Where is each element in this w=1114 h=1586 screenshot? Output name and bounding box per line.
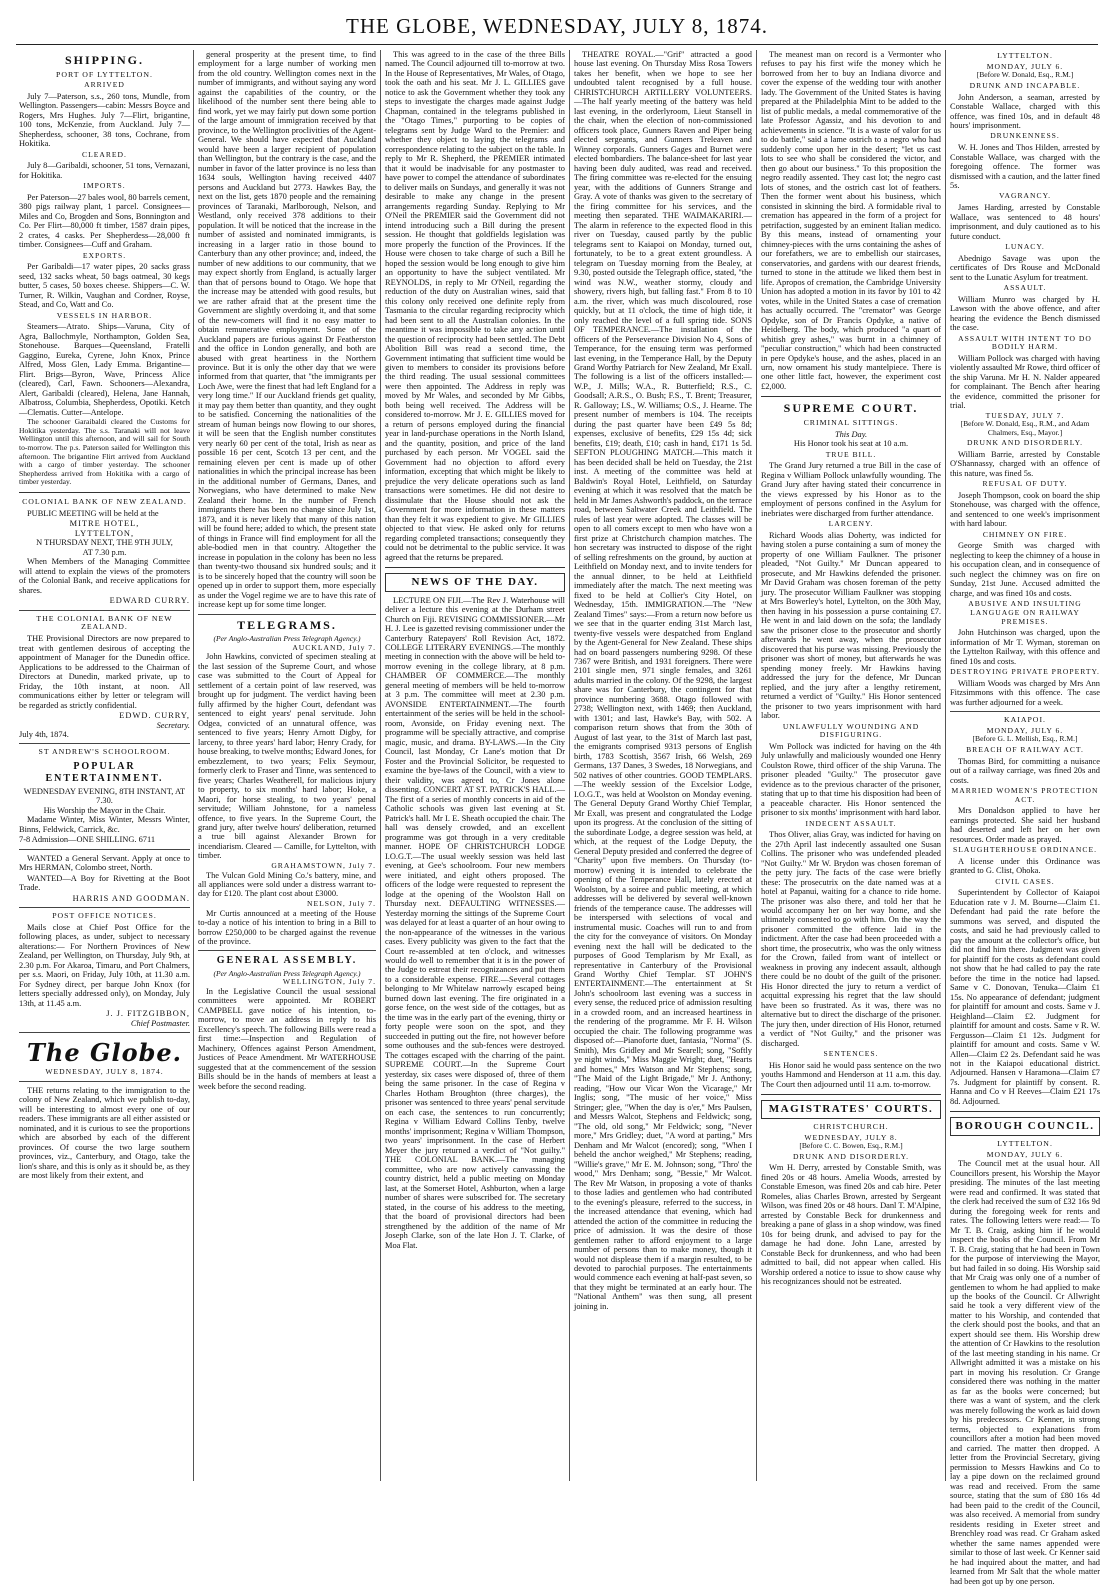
divider: [19, 492, 190, 493]
magistrates-before: [Before C. C. Bowen, Esq., R.M.]: [799, 1141, 903, 1151]
drunk-heading: DRUNK AND DISORDERLY.: [792, 1151, 910, 1161]
chair-text: His Worship the Mayor in the Chair.: [43, 805, 166, 815]
evening-time: WEDNESDAY EVENING, 8TH INSTANT, AT 7.30.: [23, 786, 186, 806]
shipping-heading: SHIPPING.: [64, 53, 144, 67]
lyttelton-before: [Before W. Donald, Esq., R.M.]: [976, 70, 1074, 80]
divider: [761, 1094, 941, 1095]
lyttelton-date: MONDAY, JULY 6.: [986, 61, 1064, 71]
wellington-dateline: WELLINGTON, July 7.: [282, 977, 376, 987]
general-assembly-heading: GENERAL ASSEMBLY.: [216, 955, 358, 967]
assault-text: William Munro was charged by H. Lawson with the above offence, and after hearing the evidence the Bench dismissed the case.: [950, 294, 1100, 333]
wellington-text: In the Legislative Council the usual sessional committees were appointed. Mr ROBERT CAMPBELL gave notice of his intention, to-morrow, to move an address in reply to his Excellency's speech. The following Bills were read a first time:—Inspection and Regulation of Machinery, Offences against Person Amendment, Justices of Peace Amendment. Mr WATERHOUSE suggested that at the commencement of the session Bills should be in the hands of members at least a week before the second reading.: [198, 986, 376, 1091]
column-3: [385, 50, 565, 1481]
editorial-lead: THE returns relating to the immigration to the colony of New Zealand, which we publish to-day, will be interesting to almost every one of our readers. These immigrants are all either assisted or nominated, and it is curious to see the proportions which are absorbed by each of the different provinces. Of course the two large southern provinces, viz., Canterbury, and Otago, take the lion's share, and this is only as it should be, as they are most likely from their extent, and: [19, 1086, 190, 1181]
colonial-bank-heading: COLONIAL BANK OF NEW ZEALAND.: [22, 496, 187, 506]
exports-heading: EXPORTS.: [82, 250, 127, 260]
admission-text: 7-8 Admission—ONE SHILLING. 6711: [19, 835, 156, 845]
column-divider: [945, 50, 946, 1481]
column-4: [574, 50, 752, 1481]
assembly-continued: This was agreed to in the case of the three Bills named. The Council adjourned till to-morrow at two. In the House of Representatives, Mr Wales, of Otago, took the oath and his seat. Mr J. L. GILLIES gave notice to ask the Government whether they took any steps to investigate the charges made against Judge Chapman, contained in the telegrams published in the "Otago Times," purporting to be copies of telegrams sent by Judge Ward to the Premier: and whether they object to laying the telegrams and correspondence relating to the subject on the table. In reply to Mr R. Shepherd, the PREMIER intimated that it would be inadvisable for any postmaster to have power to compel the attendance of subordinates to deliver mails on Sundays, and generally it was not desirable to make any change in the present arrangements regarding Sunday. Replying to Mr O'Neil the PREMIER said the Government did not intend introducing such a Bill during the present session. He thought that goldfields legislation was more properly the function of the Provinces. If the House were chosen to take charge of such a Bill he hoped the session would be long enough to give him an opportunity to have the subject ventilated. Mr REYNOLDS, in reply to Mr O'Neil, regarding the reduction of the duty on Australian wines, said that this colony only received one definite reply from Tasmania to the circular regarding reciprocity which had been sent to all the Australian colonies. In the meantime it was impossible to take any action until the question of reciprocity had been settled. The Debt Abolition Bill was read a second time, the Government intimating that sufficient time would be given to members to consider its provisions before the third reading. The usual sessional committees were then appointed. The Address in reply was moved by Mr Wales, and seconded by Mr Gibbs, both being well received. The Address will be considered to-morrow. Mr J. E. GILLIES moved for a return of persons employed during the financial year in land-purchase operations in the North Island, and the quantity, position, and price of the land purchased by each person. Mr VOGEL said the Government had no objection to afford every information, excepting that which might be likely to prejudice the very delicate operations such as land transactions were sometimes. He did not desire to dissimulate that the House should not ask the Government for more information in these matters than they felt it was expedient to give. Mr GILLIES objected to that view. He asked only for returns regarding completed transactions; consequently they could not be detrimental to the public service. It was agreed that the returns be prepared.: [385, 50, 565, 562]
vagrancy-heading: VAGRANCY.: [999, 191, 1051, 201]
civil-heading: CIVIL CASES.: [995, 876, 1055, 886]
honor-seat: His Honor took his seat at 10 a.m.: [793, 439, 909, 449]
breach-heading: BREACH OF RAILWAY ACT.: [966, 745, 1084, 755]
exports-text: Per Garibaldi—17 water pipes, 20 sacks grass seed, 132 sacks wheat, 50 bags oatmeal, 30 kegs butter, 5 cases, 50 boxes cheese. Shippers—C. W. Turner, R. Wilkin, Vaughan and Cordner, Royse, Stead, and Co, Watt and Co.: [19, 262, 190, 310]
column-6: [950, 50, 1101, 1586]
divider: [950, 1111, 1100, 1112]
assault-heading: INDECENT ASSAULT.: [805, 818, 897, 828]
popular-entertainment: POPULAR ENTERTAINMENT.: [45, 761, 164, 784]
slaughter-text: A license under this Ordinance was granted to G. Clist, Ohoka.: [950, 856, 1100, 876]
bc-lyttelton: LYTTELTON.: [997, 1138, 1053, 1148]
drunkenness-heading: DRUNKENNESS.: [990, 131, 1060, 141]
auckland-text: John Hawkins, convicted of specimen stealing at the last session of the Supreme Court, and whose case was submitted to the Court of Appeal for settlement of a certain point of law reserved, was brought up for judgment. The verdict having been fully affirmed by the higher Court, defendant was sentenced to eight years' penal servitude. John Odgea, convicted of an unnatural offence, was sentenced to five years; Henry Arnott Digby, for larceny, to three years' hard labor; Henry Crady, for house breaking, to twelve months; Edward Jones, for embezzlement, to two years; Felix Seymour, formerly clerk to Fraser and Tinne, was sentenced to five years; Charles Weatherell, for malicious injury to property, to six months' hard labor; Hoke, a Maori, for horse stealing, to two years' penal servitude; William Johnstone, for a nameless offence, to five years. In the Supreme Court, the grand jury, after twelve hours' deliberation, returned a true bill against Alexander Brown for incendiarism. Cleared — Camille, for Lyttelton, with timber.: [198, 652, 376, 861]
lunacy-heading: LUNACY.: [1005, 241, 1045, 251]
column-1: [19, 50, 190, 1481]
refusal-heading: REFUSAL OF DUTY.: [982, 479, 1068, 489]
drunk-disorderly-text: William Barrie, arrested by Constable O'Shannassy, charged with an offence of this nature, was fined 5s.: [950, 449, 1100, 478]
civil-text: Superintendent by Collector of Kaiapoi Education rate v J. M. Bourne—Claim £1. Defendant had paid the rate before the summons was served, and disputed the costs, and said he had previously called to pay the amount at the collector's office, but did not find him there. Judgment was given for plaintiff for the costs as defendant could not show that he had called to pay the rate before the time in the notice had lapsed. Same v C. Donovan, Tenuka—Claim £1 15s. No appearance of defendant; judgment for plaintiff for amount and costs. Same v J. Heighland—Claim £2. Judgment for plaintiff for amount and costs. Same v R. W. Fergusson—Claim £1 12s. Judgment for plaintiff for amount and costs. Same v W. Allen—Claim £2 2s. Defendant said he was not in the Kaiapoi educational district. Adjourned. Hansen v Haramona—Claim £7 7s. Judgment for plaintiff by consent. R. Hanna and Co v H Reeves—Claim £21 17s 8d. Adjourned.: [950, 888, 1100, 1106]
sentences-heading: SENTENCES.: [823, 1049, 879, 1059]
divider: [19, 849, 190, 850]
intent-heading: ASSAULT WITH INTENT TO DO BODILY HARM.: [958, 333, 1092, 352]
divider: [19, 1032, 190, 1033]
larceny-text: Richard Woods alias Doherty, was indicted for having stolen a purse containing a sum of money the property of one William Faulkner. The prisoner pleaded, "Not Guilty." Mr Duncan appeared to prosecute, and Mr Hawkins defended the prisoner. Mr David Graham was chosen foreman of the petty jury. The prosecutor William Faulkner was stopping at Mrs Bowerley's hotel, Lyttelton, on the 30th May, then having in his possession a purse containing £7. He went in and laid down on the sofa; the landlady saw the prisoner close to the prosecutor and shortly afterwards he went away, when the prosecutor discovered that his purse was missing. Previously the prisoner was short of money, but afterwards he was spending money freely. Mr Hawkins having addressed the jury for the defence, Mr Duncan replied, and the jury after a lengthy retirement, returned a verdict of "Guilty." His Honor sentenced the prisoner to two years imprisonment with hard labor.: [761, 530, 941, 721]
vessels-text: Steamers—Atrato. Ships—Varuna, City of Agra, Ballochmyle, Northampton, Golden Sea, Stonehouse. Barques—Queensland, Fratelli Gaggino, Eureka, Cyrene, John Knox, Prince Alfred, Moss Glen, Lady Emma. Brigantine—Flirt. Brigs—Byron, Wave, Princess Alice (cleared), Carl, Fawn. Schooners—Alexandra, Alert, Garibaldi (cleared), Helena, Jane Hannah, Albatross, Columbia, Shepherdess, Opotiki. Ketch—Clematis. Cutter—Antelope.: [19, 322, 190, 417]
tuesday-date: TUESDAY, JULY 7.: [985, 410, 1065, 420]
telegram-agency: (Per Anglo-Australian Press Telegraph Agency.): [213, 634, 361, 644]
column-divider: [569, 50, 570, 1481]
grahamstown-dateline: GRAHAMSTOWN, July 7.: [271, 860, 376, 870]
married-heading: MARRIED WOMEN'S PROTECTION ACT.: [951, 786, 1099, 804]
curry-signature: EDWARD CURRY.: [109, 596, 190, 606]
divider: [19, 610, 190, 611]
time-text: AT 7.30 p.m.: [82, 547, 127, 557]
arrived-text: July 7—Paterson, s.s., 260 tons, Mundle, from Wellington. Passengers—cabin: Messrs Boyce and Rogers, Mrs Hughes. July 7—Flirt, brigantine, 100 tons, McKenzie, from Auckland. July 7—Shepherdess, schooner, 38 tons, Cochrane, from Hokitika.: [19, 91, 190, 149]
thursday-text: N THURSDAY NEXT, THE 9TH JULY,: [36, 538, 173, 548]
auckland-dateline: AUCKLAND, July 7.: [292, 642, 376, 652]
magistrates-date: WEDNESDAY, JULY 8.: [804, 1132, 898, 1142]
magistrates-heading: MAGISTRATES' COURTS.: [761, 1100, 941, 1118]
lunacy-text: Abednigo Savage was upon the certificates of Drs Rouse and McDonald sent to the Lunatic Asylum for treatment.: [950, 253, 1100, 282]
fitzgibbon-signature: J. J. FITZGIBBON,: [106, 1009, 190, 1019]
divider: [19, 907, 190, 908]
true-bill-heading: TRUE BILL.: [825, 449, 877, 459]
criminal-sittings: CRIMINAL SITTINGS.: [803, 417, 899, 427]
chimney-heading: CHIMNEY ON FIRE.: [982, 529, 1068, 539]
edwd-curry: EDWD. CURRY,: [119, 711, 190, 721]
postmaster-title: Chief Postmaster.: [130, 1018, 190, 1028]
news-continued: THEATRE ROYAL.—"Grif" attracted a good house last evening. On Thursday Miss Rosa Towers takes her benefit, when we hope to see her undoubted talent recognised by a full house. CHRISTCHURCH ARTILLERY VOLUNTEERS.—The half yearly meeting of the battery was held last evening, in the orderlyroom, Lieut Stansell in the chair, when the election of non-commissioned officers took place, Gunners Raven and Piper being elected sergeants, and Gunners Treleaven and Winney corporals. Gunners Gages and Burnet were elected bombardiers. The balance-sheet for last year having been duly audited, was read and received. The firing committee was re-elected for the ensuing year, with the additions of Gunners Strange and Gray. A vote of thanks was given to the secretary of the firing committee for his services, and the meeting then separated. THE WAIMAKARIRI.—The alarm in reference to the expected flood in this river on Tuesday, caused partly by the public telegrams sent to Kaiapoi on Monday, turned out, fortunately, to be to a great extent groundless. A telegram on Tuesday morning from the Bealey, at 9.30, posted outside the Telegraph office, stated, "the wind was N.W., weather stormy, cloudy and showery, rivers high, but falling fast." From 8 to 10 a.m. the river, which was much discoloured, rose quickly, but at 11 o'clock, the time of high tide, it only reached the level of a full spring tide. SONS OF TEMPERANCE.—The installation of the officers of the Perseverance Division No 4, Sons of Temperance, for the ensuing term was performed last evening, in the Temperance Hall, by the Deputy Grand Worthy Patriarch for New Zealand, Mr Exall. The following is a list of the officers installed:—W.P., J. Mills; W.A., R. Butterfield; R.S., C. Goodsall; A.R.S., O. Bush; F.S., T. Brent; Treasurer, R. Galloway; I.S., W. Williams; O.S., J. Hearne. The present number of members is 104. The receipts during the past quarter have been £49 5s 8d; expenses, exclusive of benefits, £29 15s 4d; sick benefits, £19; death, £10; cash in hand, £171 1s 5d. SEFTON PLOUGHING MATCH.—This match it has been decided shall be held on Tuesday, the 21st inst. A meeting of the committee was held at Baldwin's Royal Hotel, Leithfield, on Saturday evening at which it was resolved that the match be held in Mr James Ashworth's paddock, on the terrace road, between Saltwater Creek and Leithfield. The rules of last year were adopted. The classes will be open to all comers except to men who have won a first prize at Christchurch champion matches. The hon secretary was instructed to dispose of the right of selling refreshments on the ground, by auction at Leithfield on Monday next, and to invite tenders for the annual dinner, to be held at Leithfield immediately after the match. The next meeting was fixed to be held at Collier's City Hotel, on Wednesday, 15th. IMMIGRATION.—The "New Zealand Times" says:—From a return now before us we see that in the quarter ending 31st March last, twenty-five vessels were despatched from England by the Agent-General for New Zealand. These ships had on board passengers numbering 9298. Of these 7367 were British, and 1931 foreigners. There were 2101 single men, 971 single females, and 3261 adults married in the colony. Of the 9298, the largest share was for Canterbury, the contingent for that province numbering 3688. Otago followed with 2738; Wellington next, with 1469; then Auckland, with 1301; and last, Hawke's Bay, with 502. A comparison return shows that from the 30th of August of last year, to the 31st of March last past, the emigrants comprised 9313 persons of English birth, 1783 Scottish, 3567 Irish, 66 Welsh, 269 Germans, 137 Danes, 3 Swedes, 18 Norwegians, and 502 natives of other countries. GOOD TEMPLARS.—The weekly session of the Excelsior Lodge, I.O.G.T., was held at Woolston on Monday evening. The General Deputy Grand Worthy Chief Templar, Mr Exall, was present and congratulated the Lodge upon its progress. At the conclusion of the sitting of the subordinate Lodge, a degree session was held, at which, at the request of the Lodge Deputy, the General Deputy presided and conferred the degree of "Charity" upon five members. On Thursday (to-morrow) evening it is intended to celebrate the opening of the Temperance Hall, lately erected at Woolston, by a soiree and public meeting, at which addresses will be delivered by several well-known friends of the temperance cause. The addresses will be interspersed with selections of vocal and instrumental music. Coaches will run to and from the city for the conveyance of visitors. On Monday evening next the hall will be dedicated to the purposes of Good Templarism by Mr Exall, as representative in Canterbury of the Provisional Grand Worthy Chief Templar. ST JOHN'S ENTERTAINMENT.—The entertainment at St John's schoolroom last evening was a success in every sense, the reduced price of admission resulting in a crowded room, and an increased heartiness in the rendering of the programme. Mr F. H. Wilson occupied the chair. The following programme was disposed of:—Pianoforte duet, fantasia, "Norma" (S. Smith), Mrs Gridley and Mr Searell; song, "Softly ye night winds," Miss Maggie Wright; duet, "Hearts and homes," Mrs Watson and Mr Stephens; song, "The Maid of the Light Brigade," Mr J. Anthony; reading, "How our Vicar Won the Vicarage," Mr Inglis; song, "The music of her voice," Miss Stringer; glee, "When the day is o'er," Mrs Paulsen, and Messrs Walcot, Stephens and Feldwick; song, "The old, old song," Mr Feldwick; song, "Never more," Mrs Gridley; duet, "A word at parting," Mrs Denham and Mr Walcot (encored); song, "When I beheld the anchor weighed," Mr Stephens; reading, "Willie's grave," Mr E. M. Johnson; song, "Thro' the wood," Mrs Denham; song, "Bessie," Mr Walcot. The Rev Mr Watson, in proposing a vote of thanks to those ladies and gentlemen who had contributed to the evening's pleasure, referred to the success, in the increased attendance that evening, which had attended the action of the committee in reducing the price of admission. It was the desire of those gentlemen rather to afford enjoyment to a large number of persons than to make money, though it would not displease them if a margin resulted, to be devoted to parochial purposes. The entertainments would commence each evening at half-past seven, so that they might be terminated at an early hour. The "National Anthem" was then sung, all present joining in.: [574, 50, 752, 1311]
port-heading: PORT OF LYTTELTON.: [56, 69, 153, 79]
kaiapoi-before: [Before G. L. Mellish, Esq., R.M.]: [972, 734, 1078, 744]
divider: [19, 1081, 190, 1082]
meeting-text: PUBLIC MEETING will be held at the: [27, 508, 159, 518]
divider: [950, 711, 1100, 712]
refusal-text: Joseph Thompson, cook on board the ship Stonehouse, was charged with the offence, and sentenced to one week's imprisonment with hard labour.: [950, 490, 1100, 529]
column-5: [761, 50, 941, 1481]
assembly-agency: (Per Anglo-Australian Press Telegraph Agency.): [213, 968, 361, 978]
wanted-servant: WANTED a General Servant. Apply at once to Mrs HERMAN, Colombo street, North.: [19, 853, 190, 873]
provisional-text: THE Provisional Directors are now prepared to treat with gentlemen desirous of accepting the appointment of Manager for the Dunedin office. Applications to be addressed to the Chairman of Directors at Dunedin, marked private, up to Friday, the 10th instant, at noon. All communications either by letter or telegram will be regarded as strictly confidential.: [19, 634, 190, 710]
shipping-notes: The schooner Garaibaldi cleared the Customs for Hokitika yesterday. The s.s. Taranaki will not leave Wellington until this afternoon, and will sail for South to-morrow. The p.s. Paterson sailed for Wellington this afternoon. The brigantine Flirt arrived from Auckland with a cargo of timber yesterday. The schooner Shepherdess arrived from Hokitika with a cargo of timber yesterday.: [19, 417, 190, 487]
sentences-text: His Honor said he would pass sentence on the two youths Hammond and Henderson at 11 a.m. this day. The Court then adjourned until 11 a.m. to-morrow.: [761, 1060, 941, 1089]
harris-goodman: HARRIS AND GOODMAN.: [72, 893, 190, 903]
destroying-heading: DESTROYING PRIVATE PROPERTY.: [950, 667, 1100, 677]
lyttelton-heading: LYTTELTON.: [997, 51, 1053, 60]
notice-date: July 4th, 1874.: [19, 729, 69, 739]
wanted-boy: WANTED—A Boy for Rivetting at the Boot Trade.: [19, 873, 190, 893]
post-office-heading: POST OFFICE NOTICES.: [52, 911, 157, 921]
drunk-disorderly-heading: DRUNK AND DISORDERLY.: [966, 438, 1084, 448]
intent-text: William Pollock was charged with having violently assaulted Mr Rowe, third officer of the ship Varuna. Mr H. N. Nalder appeared for complainant. The Bench after hearing the evidence, committed the prisoner for trial.: [950, 353, 1100, 411]
nelson-text: Mr Curtis announced at a meeting of the House to-day a notice of his intention to bring in a Bill to borrow £250,000 to be charged against the revenue of the province.: [198, 908, 376, 946]
miscellany-text: The meanest man on record is a Vermonter who refuses to pay his first wife the money which he borrowed from her to buy an Indiana divorce and cover the expense of the wedding tour with another lady. The Government of the United States is having prepared at the Philadelphia Mint to be added to the list of public medals, a medal commemorative of the late Professor Agassiz, and his devotion to and achievements in science. "It is a waste of valor for us to do battle," said a lame ostrich to a negro who had suddenly come upon her in the desert; "let us cast lots to see who shall be considered the victor, and then go about our business." To this proposition the negro readily assented. They cast lot; the negro cast lots of stones, and the ostrich cast lot of feathers. Then the former went about his business, which consisted in skinning the bird. A formidable rival to cremation has appeared in the form of a project for petrifaction, suggested by an eminent Italian medico. By this means, instead of ornamenting your chimney-pieces with the urns containing the ashes of our forefathers, we are to embellish our staircases, conservatories, and gardens with our dearest friends, turned to stone in the attitude we liked them best in life. Apropos of cremation, the Cambridge University Union has adopted a motion in its favor by 101 to 42 votes, while in the United States a case of cremation has actually occurred. The "cremator" was George Opdyke, son of Dr Francis Opdyke, a native of Heidelberg. The body, which produced "a quart of whitish grey ashes," was burnt in a chimney of "peculiar construction," which had been constructed in pere Opdyke's house, and the ashes, placed in an urn, now ornament his study mantelpiece. There is one other little fact, however, the experiment cost £2,000.: [761, 50, 941, 391]
grahamstown-text: The Vulcan Gold Mining Co.'s battery, mine, and all appliances were sold under a distress warrant to-day for £120. The plant cost about £3000.: [198, 870, 376, 899]
news-text: LECTURE ON FIJI.—The Rev J. Waterhouse will deliver a lecture this evening at the Durham street Church on Fiji. REVISING COMMISSIONER.—Mr H. J. Lee is gazetted revising commissioner under the Canterbury Ratepayers' Roll Revision Act, 1872. COLLEGE LITERARY EVENINGS.—The monthly meeting in connection with the above will be held to-morrow evening in the college library, at 8 p.m. CHAMBER OF COMMERCE.—The monthly general meeting of members will be held to-morrow at 3 p.m. The committee will meet at 2.30 p.m. AVONSIDE ENTERTAINMENT.—The fourth entertainment of the series will be held in the school-room, Avonside, on Friday evening next. The programme will be specially attractive, and comprise magic, music, and drama. BY-LAWS.—In the City Council, last Monday, Cr Lane's motion that Dr Foster and the Provincial Solicitor, be requested to examine the bye-laws of the Council, with a view to their validity, was agreed to, Cr Jones alone dissenting. CONCERT AT ST. PATRICK'S HALL.—The first of a series of monthly concerts in aid of the Catholic schools was given last evening at St. Patrick's hall. Mr I. E. Sheath occupied the chair. The hall was densely crowded, and an excellent programme was got through in a very creditable manner. HOPE OF CHRISTCHURCH LODGE I.O.G.T.—The usual weekly session was held last evening, at Gee's schoolroom. Four new members were initiated, and eight others proposed. The officers of the lodge were requested to represent the lodge at the opening of the Woolston Hall on Thursday next. DEFAULTING WITNESSES.—Yesterday morning the sittings of the Supreme Court was delayed for at least a quarter of an hour owing to the non-appearance of the witnesses in the various cases. Every publicity was given to the fact that the Court re-assembled at ten o'clock, and witnesses would do well to remember that it is in the power of the Judge to estreat their recognizances and put them to a considerable expense. FIRE.—Several cottages belonging to Mr Whitelaw narrowly escaped being burned down last evening. The fire originated in a gorse fence, on the west side of the cottages, but as the time was in the early part of the evening, thirty or forty people were soon on the spot, and they succeeded in putting out the fire, not however before some outhouses and the sub-fences were destroyed. The cottages escaped with the charring of the paint. SUPREME COURT.—In the Supreme Court yesterday, six cases were disposed of, three of them being the same prisoner. In the case of Regina v Charles Hotham Broughton (three charges), the prisoner was sentenced to three years' penal servitude on each case, the sentences to run concurrently; Regina v William Edward Collins Tenby, twelve months' imprisonment; Regina v William Thompson, two years' imprisonment. In the case of Herbert Meyer the jury returned a verdict of "Not guilty." THE COLONIAL BANK.—The managing committee, who are now actively canvassing the country district, held a public meeting on Monday last, at the Somerset Hotel, Ashburton, when a large number of shares were subscribed for. The secretary stated, in the course of his address to the meeting, that the board of provisional directors had been strengthened by the addition of the name of Mr Joseph Clarke, son of the late Hon J. T. Clarke, of Moa Flat.: [385, 595, 565, 1250]
divider: [19, 743, 190, 744]
post-office-text: Mails close at Chief Post Office for the following places, as under, subject to necessary alterations:— For Northern Provinces of New Zealand, per Wellington, on Thursday, July 9th, at 2.30 p.m. For Akaroa, Timaru, and Port Chalmers, per s.s. Maori, on Friday, July 10th, at 11.30 a.m. For Sydney direct, per barque John Knox (for letters specially addressed only), on Monday, July 13th, at 11.45 a.m.: [19, 922, 190, 1008]
the-globe-title: The Globe.: [27, 1038, 182, 1068]
larceny-heading: LARCENY.: [828, 519, 874, 529]
vessels-heading: VESSELS IN HARBOR.: [56, 310, 153, 320]
telegrams-heading: TELEGRAMS.: [237, 617, 337, 632]
destroying-text: William Woods was charged by Mrs Ann Fitzsimmons with this offence. The case was further adjourned for a week.: [950, 678, 1100, 707]
divider: [198, 614, 376, 615]
lyttelton-text: LYTTELTON,: [74, 528, 135, 538]
column-divider: [380, 50, 381, 1481]
drunk-text: Wm H. Derry, arrested by Constable Smith, was fined 20s or 48 hours. Amelia Woods, arrested by Constable Emeson, was fined 20s and cab hire. Peter Romeles, alias Charles Brown, arrested by Sergeant Wilson, was fined 20s or 48 hours. Danl T. M'Alpine, arrested by Constable Beck for drunkenness and breaking a pane of glass in a shop window, was fined 10s for being drunk, and advised to pay for the damage he had done. John Lane, arrested by Constable Beck for drunkenness, and who had been admitted to bail, did not appear when called. His Worship ordered a notice to issue to show cause why his recognizances should not be estreated.: [761, 1163, 941, 1287]
imports-heading: IMPORTS.: [83, 181, 126, 191]
assault-text: Thos Oliver, alias Gray, was indicted for having on the 27th April last indecently assaulted one Susan Collins. The prisoner who was undefended pleaded "Not Guilty." Mr W. Brydon was chosen foreman of the petty jury. The facts of the case were briefly these: The prosecutrix on the date named was at a hotel at Papanui, waiting for a chance to ride home. The prisoner was also there, and told her that he would accompany her on her way home, and she ultimately consented to go with him. On the way the prisoner committed the offence laid in the indictment. After the case had been proceeded with a short time, the prosecutrix, who was the only witness for the Crown, failed from want of intellect or weakness in proving any indecent assault, although there could be no doubt of the guilt of the prisoner. His Honor directed the jury to return a verdict of acquittal expressing his regret that the law should have been so frustrated. As it was, there was no alternative but to direct the discharge of the prisoner. The jury then, under direction of His Honor, returned a verdict of "Not Guilty," and the prisoner was discharged.: [761, 830, 941, 1048]
masthead: THE GLOBE, WEDNESDAY, JULY 8, 1874.: [346, 14, 768, 38]
schoolroom-heading: ST ANDREW'S SCHOOLROOM.: [38, 747, 171, 757]
globe-date: WEDNESDAY, JULY 8, 1874.: [45, 1067, 164, 1077]
breach-text: Thomas Bird, for committing a nuisance out of a railway carriage, was fined 20s and costs.: [950, 756, 1100, 785]
editorial-text: general prosperity at the present time, to find employment for a large number of working men from the old country. Wellington comes next in the number of immigrants, and without saying any word against the capabilities of the country, or the likelihood of the number sent there being able to find work, yet we may fairly put down some portion of the large amount of immigration received by that province, to the Wellington proclivities of the Agent-General. We should have expected that Auckland would have been a larger recipient of population than Wellington, but the contrary is the case, and the number in favor of the latter province is no less than 1634 souls, Wellington having received 4407 persons and Auckland but 2773. Hawkes Bay, the next on the list, gets 1870 people and the remaining provinces of Taranaki, Marlborough, Nelson, and Westland, only received 378 additions to their population. It will be noticed that the increase in the number of assisted and nominated immigrants, is increasing in a larger ratio in those bound to Canterbury than any other province; and, indeed, the number of new additions to our community, that we may expect shortly from England, is actually larger than that of persons bound to Otago. We hope that the increase may be attended with good results, but we are rather afraid that at the present time the Government are slightly overdoing it, and that some of the new-comers will find it no easy matter to obtain remunerative employment. Some of the Auckland papers are furious against Dr Featherston and the office in London generally, and both are abused with great heartiness in the Northern province. But it is only the other day that we were informed from that quarter, that "the immigrants per Loch Awe, were the finest that had left England for a very long time." If our Auckland friends get quality, it may pay them better than quantity, and they ought to be satisfied. Concerning the nationalities of the stream of human beings now flowing to our shores, it will be seen that the English number constitutes very nearly 60 per cent of the total, Irish as near as possible 16 per cent, Scotch 13 per cent, and the remaining eleven per cent is made up of other nationalities in which the principal increase has been in the additional number of Germans, Danes, and Norwegians, who have determined to make New Zealand their home. In the number of French immigrants there has been no change since July 1st, 1873, and it is never likely that many of this nation will be found here; added to which, the present state of things in France will find employment for all the able-bodied men in that country. Altogether the increase in population in the colony has been no less than twenty-two thousand six hundred souls; and it is to be sincerely hoped that the country will soon be opened up in order to support them, more especially as under the Vogel regime we are to have this rate of increase kept up for some time longer.: [198, 50, 376, 610]
arrived-heading: ARRIVED: [84, 80, 125, 90]
divider: [761, 396, 941, 397]
true-bill-text: The Grand Jury returned a true Bill in the case of Regina v William Pollock unlawfully wounding. The Grand Jury after having stated their concurrence in the views expressed by his Honor as to the employment of persons confined in the Asylum for inebriates were discharged from further attendance.: [761, 461, 941, 518]
assault-heading: ASSAULT.: [1003, 283, 1047, 293]
colonial-bank-heading-2: THE COLONIAL BANK OF NEW ZEALAND.: [36, 613, 173, 632]
abusive-text: John Hutchinson was charged, upon the information of Mr T. Wyman, storeman on the Lyttelton Railway, with this offence and fined 10s and costs.: [950, 628, 1100, 666]
slaughter-heading: SLAUGHTERHOUSE ORDINANCE.: [953, 845, 1097, 855]
column-2: [198, 50, 376, 1481]
divider: [385, 567, 565, 568]
masthead-rule: [16, 44, 1098, 45]
mitre-hotel: MITRE HOTEL,: [69, 519, 140, 529]
this-day: This Day.: [834, 429, 868, 439]
imports-text: Per Paterson—27 bales wool, 80 barrels cement, 380 pigs railway plant, 1 parcel. Consignees—Miles and Co, Brogden and Sons, Bonnington and Co. Per Flirt—80,000 ft timber, 1587 drain pipes, 2 crates, 4 casks. Per Shepherdess—28,000 ft timber. Consignees—Cuff and Graham.: [19, 192, 190, 250]
drunkenness-text: W. H. Jones and Thos Hilden, arrested by Constable Wallace, was charged with the foregoing offence. The former was dismissed with a caution, and the latter fined 5s.: [950, 143, 1100, 190]
column-divider: [756, 50, 757, 1481]
nelson-dateline: NELSON, July 7.: [306, 898, 376, 908]
bc-date: MONDAY, JULY 6.: [986, 1149, 1064, 1159]
column-divider: [193, 50, 194, 1481]
secretary-title: Secretary.: [156, 720, 190, 730]
wounding-heading: UNLAWFULLY WOUNDING AND DISFIGURING.: [782, 721, 920, 740]
borough-council-heading: BOROUGH COUNCIL.: [950, 1117, 1100, 1135]
borough-text: The Council met at the usual hour. All Councillors present, his Worship the Mayor presiding. The minutes of the last meeting were read and confirmed. It was stated that the clerk had received the sum of £32 16s 9d during the foregoing week for rents and rates. The following letters were read:— To Mr T. B. Craig, asking him if he would inspect the books of the Council. From Mr T. B. Craig, stating that he had been in Town for the purpose of interviewing the Mayor, but had failed in so doing. His Worship said that Mr Craig was only one of a number of gentlemen to whom he had applied to make up the books of the Council. Cr Allwright said he took a very different view of the matter to his Worship, and contended that the clerk should post the books, and that an expert should see them. His Worship drew the attention of Cr Hawkins to the resolution of the last meeting standing in his name. Cr Allwright admitted it was a mistake on his part in moving his resolution. Cr Grange considered there was nothing in the matter as far as the books were concerned; but there was a want of system, and the clerk was merely following the work as laid down by his predecessors. Cr Kenner, in strong terms, objected to explanations from councillors after a motion had been moved and carried. The matter then dropped. A letter from the Provincial Secretary, giving permission to Messrs Hawkins and Co to lay a pipe down on the reclaimed ground was read and received. From the same source, stating that the sum of £80 16s 4d had been paid to the credit of the Council, was also received. A memorial from sundry residents residing in Exeter street and Brenchley road was read. Cr Graham asked whether the same names appended were similar to those of last week. Cr Kenner said he had inquired about the matter, and had learned from Mr Salt that the whole matter had been got up by one person.: [950, 1159, 1101, 1586]
kaiapoi-date: MONDAY, JULY 6.: [986, 725, 1064, 735]
chimney-text: George Smith was charged with neglecting to keep the chimney of a house in his occupation clean, and in consequence of such neglect the chimney was on fire on Sunday, 21st June. Accused admitted the charge, and was fined 10s and costs.: [950, 541, 1100, 598]
married-text: Mrs Donaldson applied to have her earnings protected. She said her husband had deserted and left her on her own resources. Order made as prayed.: [950, 806, 1100, 844]
meeting-body: When Members of the Managing Committee will attend to explain the views of the promoters of the Colonial Bank, and receive applications for shares.: [19, 557, 190, 595]
abusive-heading: ABUSIVE AND INSULTING LANGUAGE ON RAILWAY PREMISES.: [968, 599, 1082, 626]
drunk-incapable-text: John Anderson, a seaman, arrested by Constable Wallace, charged with this offence, was fined 10s, and in default 48 hours' imprisonment.: [950, 92, 1100, 130]
tuesday-before: [Before W. Donald, Esq., R.M., and Adam Chalmers, Esq., Mayor.]: [960, 419, 1090, 437]
kaiapoi-heading: KAIAPOI.: [1003, 715, 1046, 725]
supreme-court-heading: SUPREME COURT.: [783, 401, 919, 416]
cleared-heading: CLEARED.: [82, 149, 127, 159]
wounding-text: Wm Pollock was indicted for having on the 4th July unlawfully and maliciously wounded one Henry Coulston Rowe, third officer of the ship Varuna. The prisoner pleaded "Guilty." The prosecutor gave evidence as to the previous character of the prisoner, stating that up to that time his disposition had been of a peaceable character. His Honor sentenced the prisoner to six months' imprisonment with hard labor.: [761, 741, 941, 818]
vagrancy-text: James Harding, arrested by Constable Wallace, was sentenced to 48 hours' imprisonment, and duly cautioned as to his future conduct.: [950, 203, 1100, 241]
christchurch-heading: CHRISTCHURCH.: [813, 1121, 889, 1131]
performers-text: Madame Winter, Miss Winter, Messrs Winter, Binns, Feldwick, Carrick, &c.: [19, 815, 190, 834]
divider: [198, 950, 376, 951]
cleared-text: July 8—Garibaldi, schooner, 51 tons, Vernazani, for Hokitika.: [19, 161, 190, 180]
drunk-incapable-heading: DRUNK AND INCAPABLE.: [969, 80, 1081, 90]
news-of-the-day-heading: NEWS OF THE DAY.: [385, 573, 565, 591]
